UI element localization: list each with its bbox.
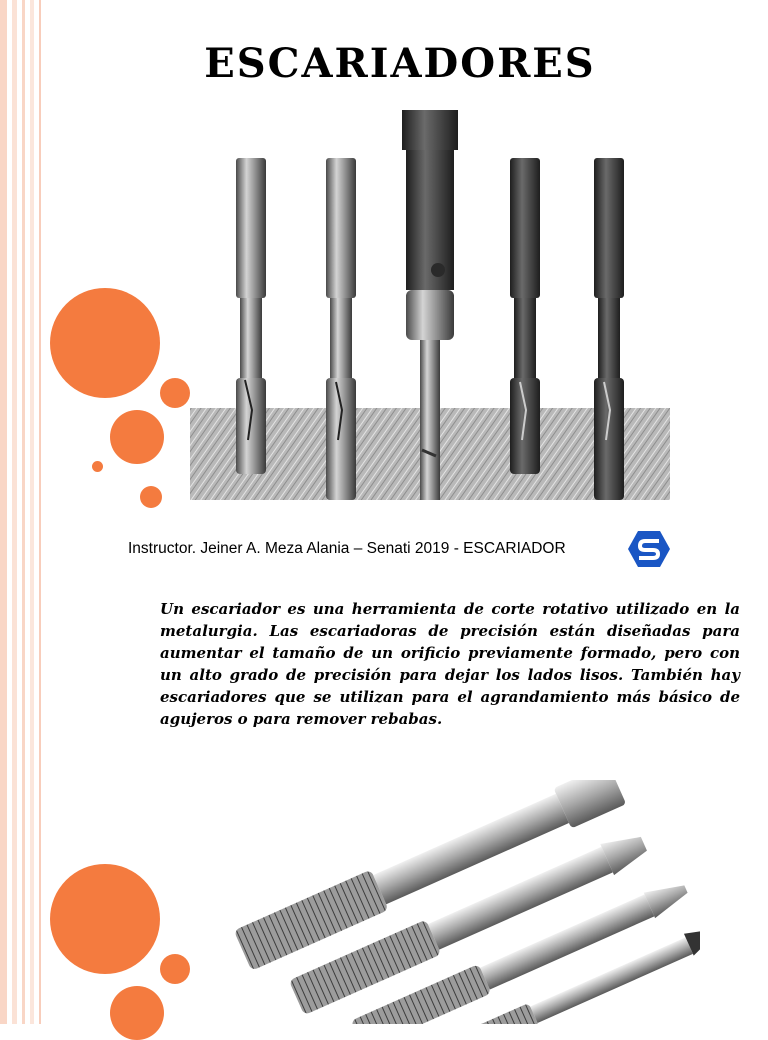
decorative-stripe xyxy=(22,0,25,1024)
decorative-circle xyxy=(92,461,103,472)
senati-logo-icon xyxy=(627,530,671,568)
reamers-illustration xyxy=(190,110,670,500)
decorative-circle xyxy=(110,410,164,464)
decorative-circle xyxy=(160,378,190,408)
decorative-stripe xyxy=(30,0,34,1024)
instructor-credit: Instructor. Jeiner A. Meza Alania – Senati 2019 - ESCARIADOR xyxy=(128,540,566,557)
taps-illustration xyxy=(200,780,700,1024)
decorative-circle xyxy=(160,954,190,984)
decorative-circle xyxy=(50,288,160,398)
decorative-circle xyxy=(140,486,162,508)
slide-title: ESCARIADORES xyxy=(204,40,596,87)
decorative-circle xyxy=(50,864,160,974)
decorative-stripe xyxy=(0,0,7,1024)
reamer-description: Un escariador es una herramienta de corte rotativo utilizado en la metalurgia. Las escariadoras de precisión están diseñadas para aumentar el tamaño de un orificio previamente formado, pero con un alto grado de precisión para dejar los lados lisos. También hay escariadores que se utilizan para el agrandamiento más básico de agujeros o para remover rebabas. xyxy=(160,600,740,728)
decorative-stripe xyxy=(12,0,17,1024)
decorative-circle xyxy=(110,986,164,1040)
decorative-stripe xyxy=(39,0,41,1024)
